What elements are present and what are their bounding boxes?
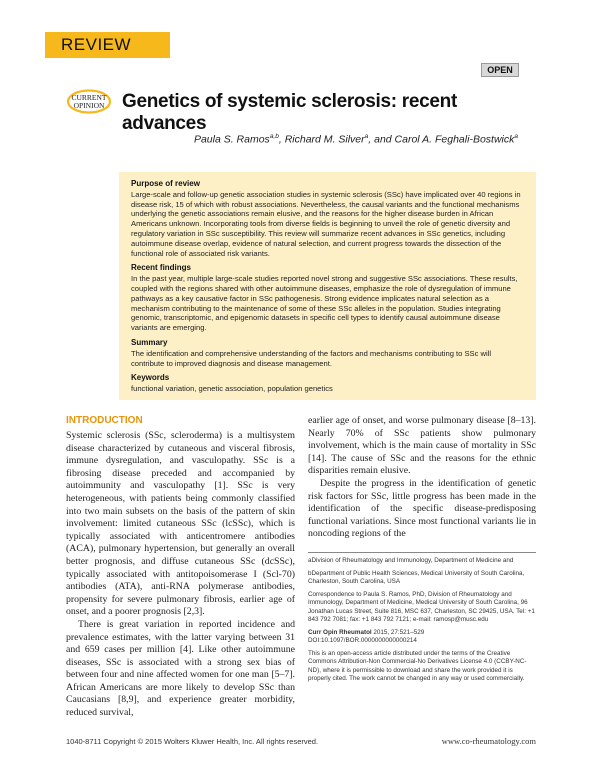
author-separator: , and [368, 133, 395, 146]
keywords-text: functional variation, genetic association, population genetics [131, 384, 333, 394]
body-column-right [308, 415, 536, 541]
author-separator: , [278, 133, 285, 146]
body-paragraph: Despite the progress in the identification of genetic risk factors for SSc, little progress has been made in the identification of the specific disease-predisposing functional variations. Since most functional variants lie in noncoding regions of the [308, 477, 536, 540]
copyright-footer: 1040-8711 Copyright © 2015 Wolters Kluwer Health, Inc. All rights reserved. [66, 737, 319, 746]
purpose-text: Large-scale and follow-up genetic association studies in systemic sclerosis (SSc) have implicated over 40 regions in disease risk, 15 of which with robust associations. Nevertheless, the causal variants and the functional mechanisms underlying the genetic associations remain elusive, and the reasons for the higher disease burden in African Americans unknown. Incorporating tools from diverse fields is beginning to unveil the role of genetic diversity and regulatory variation in SSc susceptibility. This review will summarize recent advances in SSc genetics, including autoimmune disease overlap, evidence of natural selection, and current progress towards the dissection of the functional role of associated risk variants. [131, 189, 521, 258]
svg-text:OPINION: OPINION [73, 101, 105, 110]
author-name: Carol A. Feghali-Bostwick [394, 133, 515, 146]
citation-journal: Curr Opin Rheumatol [308, 628, 372, 636]
author-name: Richard M. Silver [284, 133, 365, 146]
abstract-box [119, 172, 536, 400]
keywords-heading: Keywords [131, 373, 170, 383]
body-paragraph: There is great variation in reported incidence and prevalence estimates, with the latter varying between 31 and 659 cases per million [4]. Like other autoimmune diseases, SSc is associated with a strong sex bias of between four and nine affected women for one man [5–7]. African Americans are more likely to develop SSc than Caucasians [8,9], and experience greater morbidity, reduced survival, [66, 618, 295, 719]
introduction-heading: INTRODUCTION [66, 415, 143, 426]
author-list [66, 133, 518, 146]
body-paragraph: Systemic sclerosis (SSc, scleroderma) is a multisystem disease characterized by cutaneous and visceral fibrosis, immune dysregulation, and vasculopathy. SSc is a fibrosing disease preceded and accompanied by autoimmunity and vasculopathy [1]. SSc is very heterogeneous, with patients being commonly classified into two main subsets on the basis of the pattern of skin involvement: limited cutaneous SSc (lcSSc), which is typically associated with anticentromere antibodies (ACA), pulmonary hypertension, but generally an overall better prognosis, and diffuse cutaneous SSc (dcSSc), typically associated with antitopoisomerase I (Scl-70) antibodies (ATA), anti-RNA polymerase antibodies, propensity for severe pulmonary fibrosis, earlier age of onset, and a poorer prognosis [2,3]. [66, 430, 295, 618]
summary-text: The identification and comprehensive understanding of the factors and mechanisms contributing to SSc will contribute to improved diagnosis and disease management. [131, 348, 492, 368]
purpose-heading: Purpose of review [131, 179, 200, 188]
summary-heading: Summary [131, 337, 168, 347]
findings-heading: Recent findings [131, 263, 192, 273]
citation-details: 2015, 27:521–529 [373, 628, 425, 636]
svg-text:CURRENT: CURRENT [71, 93, 107, 102]
open-access-badge: OPEN [481, 63, 519, 77]
body-column-left [66, 415, 295, 720]
journal-website[interactable]: www.co-rheumatology.com [441, 736, 536, 746]
citation [308, 629, 536, 646]
author-affil-sup: a [514, 133, 518, 140]
affiliation-b: bDepartment of Public Health Sciences, Medical University of South Carolina, Charleston, South Carolina, USA [308, 569, 525, 585]
findings-text: In the past year, multiple large-scale studies reported novel strong and suggestive SSc associations. These results, coupled with the regions shared with other autoimmune diseases, emphasize the role of dysregulation of immune pathways as a key causative factor in SSc pathogenesis. Strong evidence implicates natural selection as a mechanism contributing to the maintenance of some of these SSc alleles in the population. Studies integrating genomic, transcriptomic, and epigenomic datasets in specific cell types to identify causal autoimmune disease variants are emerging. [131, 274, 518, 333]
doi: DOI:10.1097/BOR.0000000000000214 [308, 637, 417, 644]
author-affil-sup: a,b [269, 133, 279, 140]
correspondence: Correspondence to Paula S. Ramos, PhD, Division of Rheumatology and Immunology, Department of Medicine, Medical University of South Carolina, 96 Jonathan Lucas Street, Suite 816, MSC 637, Charleston, SC 29425, USA. Tel: +1 843 792 7081; fax: +1 843 792 7121; e-mail: ramosp@musc.edu [308, 590, 535, 623]
license-text: This is an open-access article distributed under the terms of the Creative Commons Attribution-Non Commercial-No Derivatives License 4.0 (CCBY-NC-ND), where it is permissible to download and share the work provided it is properly cited. The work cannot be changed in any way or used commercially. [308, 649, 527, 682]
journal-logo [66, 88, 112, 115]
journal-logo-icon [66, 88, 112, 115]
article-title: Genetics of systemic sclerosis: recent advances [122, 91, 457, 134]
section-label: REVIEW [45, 32, 170, 58]
author-affil-sup: a [364, 133, 369, 140]
affiliations-block [308, 552, 536, 688]
author-name: Paula S. Ramos [193, 133, 270, 146]
body-paragraph: earlier age of onset, and worse pulmonary disease [8–13]. Nearly 70% of SSc patients show pulmonary involvement, which is the main cause of mortality in SSc [14]. The cause of SSc and the reasons for the ethnic disparities remain elusive. [308, 415, 536, 477]
affiliation-a: aDivision of Rheumatology and Immunology, Department of Medicine and [308, 557, 514, 564]
